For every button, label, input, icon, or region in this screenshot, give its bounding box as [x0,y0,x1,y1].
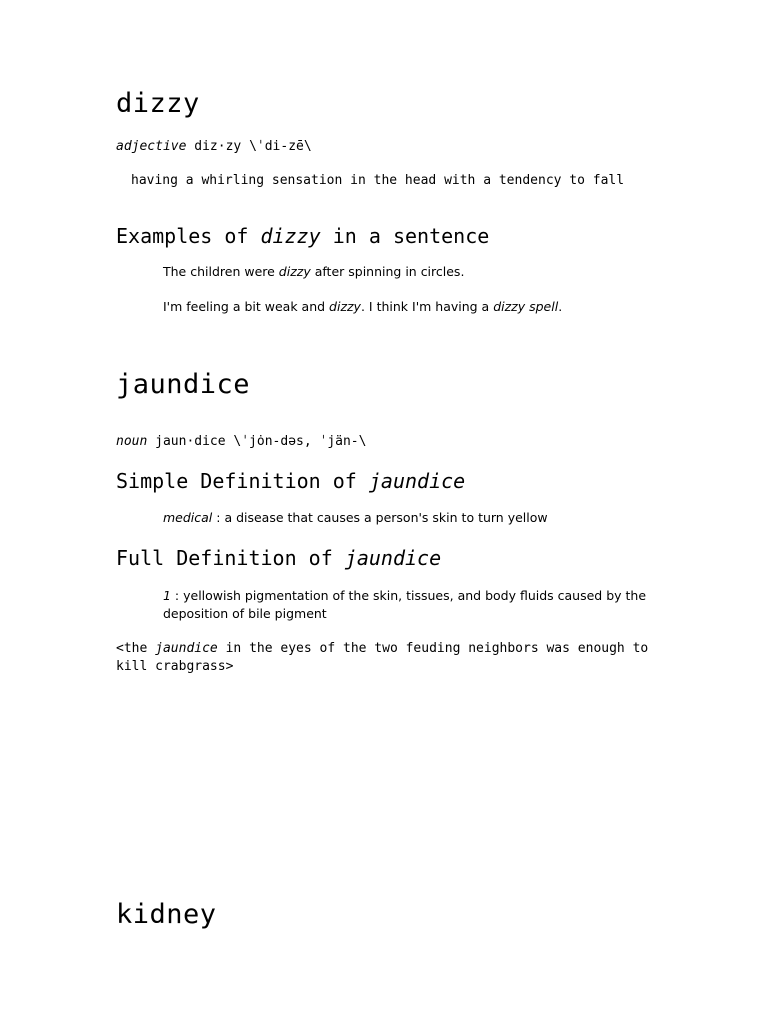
heading-prefix: Simple Definition of [116,469,369,493]
usage-word: jaundice [155,641,218,656]
pronunciation: diz·zy \ˈdi-zē\ [194,139,312,154]
headword-jaundice: jaundice [116,369,251,400]
usage-label: medical [163,510,213,525]
examples-heading [116,224,489,248]
pronunciation: jaun·dice \ˈjȯn-dəs, ˈjän-\ [155,434,367,449]
example-text: The children were [163,264,279,279]
example-text: . I think I'm having a [360,299,494,314]
example-text: I'm feeling a bit weak and [163,299,330,314]
examples-heading-word: dizzy [260,224,321,248]
example-text: after spinning in circles. [310,264,465,279]
pos-line-jaundice [116,434,366,449]
usage-text: <the [116,641,156,656]
part-of-speech: noun [116,434,148,449]
usage-text: in the eyes of the two feuding neighbors was enough to kill crabgrass> [116,641,649,674]
example-sentence [163,299,562,314]
examples-heading-suffix: in a sentence [320,224,490,248]
usage-example [116,640,661,676]
heading-word: jaundice [368,469,466,493]
examples-heading-prefix: Examples of [116,224,261,248]
headword-kidney: kidney [116,899,217,930]
example-phrase: dizzy spell [493,299,559,314]
example-word: dizzy [278,264,311,279]
full-definition-heading [116,546,441,570]
heading-word: jaundice [344,546,442,570]
full-definition [163,587,663,623]
definition-dizzy: having a whirling sensation in the head with a tendency to fall [131,173,625,188]
example-word: dizzy [329,299,361,314]
pos-line-dizzy [116,139,312,154]
headword-dizzy: dizzy [116,88,200,119]
example-sentence [163,264,464,279]
example-text: . [558,299,563,314]
part-of-speech: adjective [116,139,187,154]
simple-definition-heading [116,469,465,493]
definition-text: : a disease that causes a person's skin to turn yellow [212,510,548,525]
heading-prefix: Full Definition of [116,546,345,570]
sense-number: 1 [163,588,171,603]
simple-definition [163,510,548,525]
definition-text: : yellowish pigmentation of the skin, tissues, and body fluids caused by the deposition of bile pigment [163,588,647,621]
